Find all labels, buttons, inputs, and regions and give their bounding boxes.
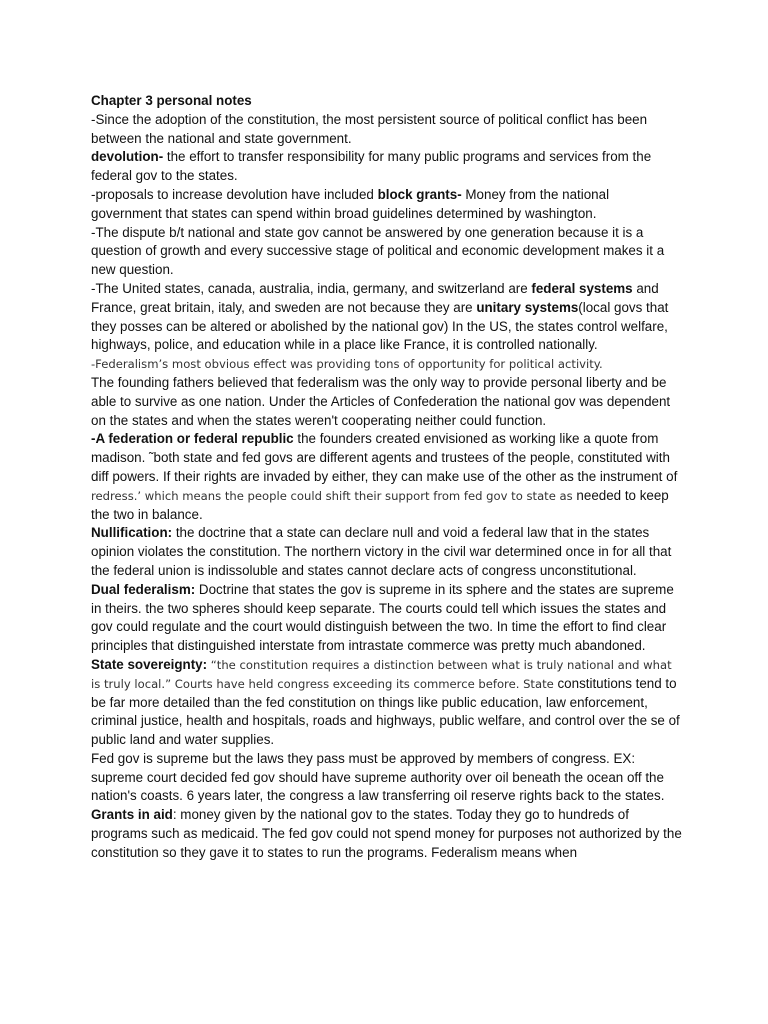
definition-block-grants: Money from the national government that states can spend within broad guidelines determined by washington.	[91, 186, 610, 221]
block-grants-intro: -proposals to increase devolution have included	[91, 186, 378, 202]
term-dual-federalism: Dual federalism:	[91, 581, 196, 597]
term-federal-systems: federal systems	[531, 280, 633, 296]
paragraph-federal-republic	[91, 430, 683, 524]
paragraph-federalism-effect: -Federalism’s most obvious effect was providing tons of opportunity for political activity.	[91, 357, 603, 372]
paragraph-fed-gov-supreme: Fed gov is supreme but the laws they pass must be approved by members of congress. EX: supreme court decided fed gov should have supreme authority over oil beneath the ocean off the nation's coasts. 6 years later, the congress a law transferring oil reserve rights back to the states.	[91, 750, 665, 804]
definition-nullification: the doctrine that a state can declare null and void a federal law that in the states opinion violates the constitution. The northern victory in the civil war determined once in for all that the federal union is indissoluble and states cannot declare acts of congress unconstitutional.	[91, 525, 672, 578]
term-devolution: devolution-	[91, 149, 164, 165]
term-unitary-systems: unitary systems	[476, 299, 579, 315]
federal-republic-redress: redress.’ which means the people could shift their support from fed gov to state as	[91, 488, 573, 503]
paragraph-nullification	[91, 524, 683, 580]
federal-systems-middle: and France, great britain, italy, and sweden are not because they are	[91, 280, 659, 315]
unitary-systems-text: (local govs that they posses can be altered or abolished by the national gov) In the US, the states control welfare, highways, police, and education while in a place like France, it is controlled nationally.	[91, 299, 669, 353]
state-sovereignty-quote: “the constitution requires a distinction between what is truly national and what is truly local.” Courts have held congress exceeding its commerce before. State	[91, 657, 672, 691]
term-block-grants: block grants-	[377, 186, 462, 202]
term-nullification: Nullification:	[91, 525, 173, 541]
definition-grants-in-aid: : money given by the national gov to the states. Today they go to hundreds of programs such as medicaid. The fed gov could not spend money for purposes not authorized by the constitution so they gave it to states to run the programs. Federalism means when	[91, 807, 682, 860]
paragraph-dual-federalism	[91, 581, 683, 656]
federal-republic-text: the founders created envisioned as working like a quote from madison. ˜both state and fed govs are different agents and trustees of the people, constituted with diff powers. If their rights are invaded by either, they can make use of the other as the instrument of	[91, 431, 678, 484]
paragraph-state-sovereignty	[91, 656, 683, 750]
paragraph-devolution	[91, 148, 683, 186]
document-title: Chapter 3 personal notes	[91, 93, 252, 108]
paragraph-grants-in-aid	[91, 806, 683, 862]
definition-dual-federalism: Doctrine that states the gov is supreme in its sphere and the states are supreme in theirs. the two spheres should keep separate. The courts could tell which issues the states and gov could regulate and the court would distinguish between the two. In time the effort to find clear principles that distinguished interstate from intrastate commerce was pretty much abandoned.	[91, 581, 674, 654]
federal-systems-intro: -The United states, canada, australia, india, germany, and switzerland are	[91, 280, 532, 296]
document-page	[91, 92, 683, 863]
paragraph-adoption: -Since the adoption of the constitution, the most persistent source of political conflict has been between the national and state government.	[91, 111, 648, 146]
state-sovereignty-text: constitutions tend to be far more detailed than the fed constitution on things like public education, law enforcement, criminal justice, health and hospitals, roads and highways, public welfare, and control over the se of public land and water supplies.	[91, 675, 680, 748]
paragraph-dispute: -The dispute b/t national and state gov cannot be answered by one generation because it is a question of growth and every successive stage of political and economic development makes it a new question.	[91, 224, 665, 278]
term-state-sovereignty: State sovereignty:	[91, 656, 208, 672]
term-grants-in-aid: Grants in aid	[91, 807, 173, 823]
federal-republic-end: needed to keep the two in balance.	[91, 487, 669, 522]
paragraph-founding-fathers: The founding fathers believed that federalism was the only way to provide personal liberty and be able to survive as one nation. Under the Articles of Confederation the national gov was dependent on the states and when the states weren't cooperating neither could function.	[91, 374, 671, 428]
paragraph-block-grants	[91, 186, 683, 224]
paragraph-federal-systems	[91, 280, 683, 355]
definition-devolution: the effort to transfer responsibility for many public programs and services from the federal gov to the states.	[91, 149, 652, 184]
term-federal-republic: -A federation or federal republic	[91, 431, 294, 447]
